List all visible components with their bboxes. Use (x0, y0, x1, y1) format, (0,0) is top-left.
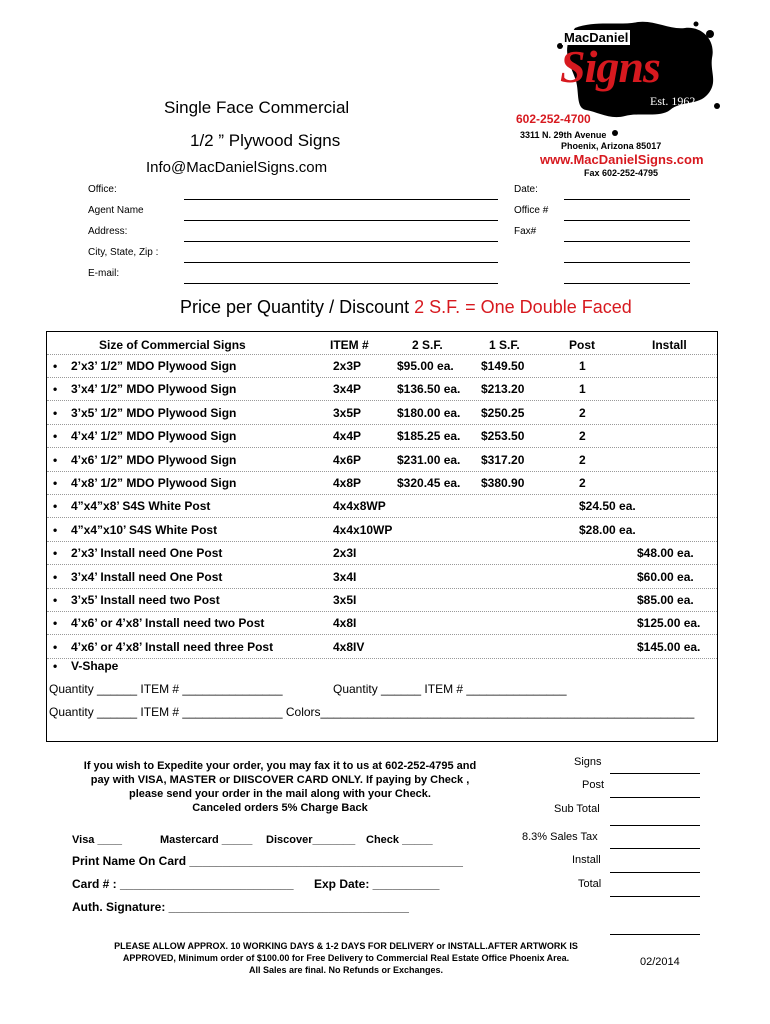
header-1sf: 1 S.F. (489, 338, 520, 352)
row-install: $60.00 ea. (637, 569, 694, 584)
logo-brand-script: Signs (560, 41, 660, 92)
header-item: ITEM # (330, 338, 369, 352)
expedite-line4: Canceled orders 5% Charge Back (192, 802, 368, 814)
row-sf2: $320.45 ea. (397, 476, 461, 490)
title-line2: 1/2 ” Plywood Signs (190, 131, 341, 150)
row-sf2: $95.00 ea. (397, 359, 454, 373)
header-email[interactable]: Info@MacDanielSigns.com (146, 159, 328, 176)
label-fax: Fax# (514, 226, 537, 237)
row-sf1: $380.90 (481, 476, 525, 490)
row-size: 2’x3’ 1/2” MDO Plywood Sign (71, 359, 237, 373)
row-sf2: $185.25 ea. (397, 429, 461, 444)
row-bullet: • (53, 429, 58, 444)
footer-line2: APPROVED, Minimum order of $100.00 for Free Delivery to Commercial Real Estate Office Phoenix Area. (122, 953, 570, 963)
total-signs-label: Signs (574, 756, 602, 768)
table-row (47, 495, 717, 518)
label-office: Office: (88, 184, 117, 195)
exp-date-field[interactable]: Exp Date: __________ (314, 877, 440, 891)
total-total-label: Total (578, 878, 602, 890)
row-item: 2x3P (333, 359, 362, 373)
label-office-no: Office # (514, 205, 549, 216)
row-item: 3x5I (333, 593, 357, 607)
title-line1: Single Face Commercial (164, 98, 350, 117)
row-size: 4”x4”x10’ S4S White Post (71, 522, 218, 537)
row-sf1: $250.25 (481, 405, 525, 420)
row-post: $24.50 ea. (579, 499, 636, 514)
row-item: 4x8I (333, 616, 357, 631)
field-extra-2[interactable] (564, 283, 690, 284)
payment-discover[interactable]: Discover_______ (266, 834, 356, 846)
row-item: 4x4P (333, 429, 362, 444)
row-size: 3’x4’ Install need One Post (71, 569, 223, 584)
row-sf1: $213.20 (481, 382, 525, 397)
row-size: 3’x5’ Install need two Post (71, 593, 220, 607)
row-size: 3’x4’ 1/2” MDO Plywood Sign (71, 382, 237, 397)
total-post-label: Post (582, 779, 605, 791)
expedite-line2: pay with VISA, MASTER or DIISCOVER CARD ONLY. If paying by Check , (90, 774, 470, 786)
total-total-field[interactable] (610, 896, 700, 897)
row-size: 4’x8’ 1/2” MDO Plywood Sign (71, 476, 237, 490)
website[interactable]: www.MacDanielSigns.com (540, 152, 704, 167)
row-post: 2 (579, 452, 586, 467)
row-sf2: $180.00 ea. (397, 405, 461, 420)
payment-visa[interactable]: Visa ____ (72, 834, 122, 846)
row-sf1: $253.50 (481, 429, 525, 444)
row-bullet: • (53, 359, 58, 373)
row-bullet: • (53, 593, 58, 607)
table-row (47, 402, 717, 425)
field-city[interactable] (184, 262, 498, 263)
row-post: 1 (579, 382, 586, 397)
fax-number: Fax 602-252-4795 (584, 168, 659, 178)
expedite-text (70, 759, 490, 815)
table-row (47, 472, 717, 495)
print-name-field[interactable]: Print Name On Card _________________________________________ (72, 854, 463, 868)
expedite-line3: please send your order in the mail along with your Check. (129, 788, 431, 800)
quantity-line-2[interactable]: Quantity ______ ITEM # _______________ (333, 682, 567, 696)
row-size: 3’x5’ 1/2” MDO Plywood Sign (71, 405, 237, 420)
row-bullet: • (53, 499, 58, 514)
row-bullet: • (53, 452, 58, 467)
row-size: 2’x3’ Install need One Post (71, 546, 223, 561)
table-row (47, 449, 717, 472)
row-item: 3x4P (333, 382, 362, 397)
payment-mastercard[interactable]: Mastercard _____ (160, 834, 253, 846)
row-bullet: • (53, 616, 58, 631)
row-size: 4’x6’ 1/2” MDO Plywood Sign (71, 452, 237, 467)
footer-terms (66, 940, 626, 976)
total-signs-field[interactable] (610, 773, 700, 774)
row-item: 4x6P (333, 452, 362, 467)
field-email[interactable] (184, 283, 498, 284)
row-item: 4x4x10WP (333, 522, 393, 537)
total-subtotal-field[interactable] (610, 825, 700, 826)
label-date: Date: (514, 184, 538, 195)
row-sf1: $317.20 (481, 452, 525, 467)
row-bullet: • (53, 639, 58, 654)
row-sf2: $231.00 ea. (397, 452, 461, 467)
row-bullet: • (53, 522, 58, 537)
row-bullet: • (53, 569, 58, 584)
row-install: $85.00 ea. (637, 593, 694, 607)
phone-number: 602-252-4700 (516, 112, 591, 126)
header-2sf: 2 S.F. (412, 338, 443, 352)
dot-icon (612, 130, 618, 136)
table-row (47, 612, 717, 635)
row-item: 4x8P (333, 476, 362, 490)
quantity-line-1[interactable]: Quantity ______ ITEM # _______________ (49, 682, 283, 696)
expedite-line1: If you wish to Expedite your order, you may fax it to us at 602-252-4795 and (83, 760, 477, 772)
price-table (46, 331, 718, 742)
total-subtotal-label: Sub Total (554, 803, 600, 815)
total-post-field[interactable] (610, 797, 700, 798)
payment-check[interactable]: Check _____ (366, 834, 433, 846)
table-row (47, 425, 717, 448)
row-size: 4’x6’ or 4’x8’ Install need three Post (71, 639, 274, 654)
row-post: 2 (579, 429, 586, 444)
row-install: $125.00 ea. (637, 616, 701, 631)
vshape-label: V-Shape (71, 659, 119, 673)
logo-brand-top: MacDaniel (564, 30, 629, 45)
row-item: 3x5P (333, 405, 362, 420)
row-post: 2 (579, 405, 586, 420)
label-city: City, State, Zip : (88, 247, 159, 258)
logo-est: Est. 1962 (650, 94, 696, 108)
quantity-line-3[interactable]: Quantity ______ ITEM # _______________ Colors________________________________________________________ (49, 705, 695, 719)
total-tax-label: 8.3% Sales Tax (522, 831, 598, 843)
row-install: $48.00 ea. (637, 546, 694, 561)
row-size: 4”x4”x8’ S4S White Post (71, 499, 211, 514)
footer-line3: All Sales are final. No Refunds or Exchanges. (248, 965, 444, 975)
field-office-no[interactable] (564, 220, 690, 221)
field-agent[interactable] (184, 220, 498, 221)
row-install: $145.00 ea. (637, 639, 701, 654)
table-row (47, 566, 717, 589)
price-heading-red: 2 S.F. = One Double Faced (414, 297, 632, 317)
row-item: 4x4x8WP (333, 499, 386, 514)
label-email: E-mail: (88, 268, 120, 279)
total-install-label: Install (572, 854, 601, 866)
row-bullet: • (53, 382, 58, 397)
field-office[interactable] (184, 199, 498, 200)
auth-signature-field[interactable]: Auth. Signature: ____________________________________ (72, 900, 409, 914)
row-sf1: $149.50 (481, 359, 525, 373)
row-post: $28.00 ea. (579, 522, 636, 537)
form-date: 02/2014 (640, 956, 680, 968)
row-post: 2 (579, 476, 586, 490)
header-install: Install (652, 338, 687, 352)
row-sf2: $136.50 ea. (397, 382, 461, 397)
row-size: 4’x6’ or 4’x8’ Install need two Post (71, 616, 265, 631)
price-heading-text: Price per Quantity / Discount (180, 297, 410, 317)
table-row (47, 636, 717, 659)
field-fax[interactable] (564, 241, 690, 242)
card-number-field[interactable]: Card # : __________________________ (72, 877, 294, 891)
row-size: 4’x4’ 1/2” MDO Plywood Sign (71, 429, 237, 444)
vshape-bullet: • (53, 659, 58, 673)
row-post: 1 (579, 359, 586, 373)
footer-line1: PLEASE ALLOW APPROX. 10 WORKING DAYS & 1-2 DAYS FOR DELIVERY or INSTALL.AFTER ARTWORK IS (114, 941, 578, 951)
price-heading (180, 297, 632, 318)
label-address: Address: (88, 226, 128, 237)
row-bullet: • (53, 476, 58, 490)
row-bullet: • (53, 546, 58, 561)
field-date[interactable] (564, 199, 690, 200)
total-install-field[interactable] (610, 872, 700, 873)
table-row (47, 378, 717, 401)
label-agent: Agent Name (88, 205, 144, 216)
row-item: 3x4I (333, 569, 357, 584)
header-size: Size of Commercial Signs (99, 338, 246, 352)
total-tax-field[interactable] (610, 848, 700, 849)
row-bullet: • (53, 405, 58, 420)
total-extra-field[interactable] (610, 934, 700, 935)
address-line2: Phoenix, Arizona 85017 (561, 141, 662, 151)
field-address[interactable] (184, 241, 498, 242)
table-row (47, 519, 717, 542)
field-extra-1[interactable] (564, 262, 690, 263)
row-item: 4x8IV (333, 639, 365, 654)
table-row (47, 589, 717, 612)
row-item: 2x3I (333, 546, 357, 561)
table-row (47, 542, 717, 565)
table-row (47, 355, 717, 378)
header-post: Post (569, 338, 596, 352)
address-line1: 3311 N. 29th Avenue (520, 130, 607, 140)
